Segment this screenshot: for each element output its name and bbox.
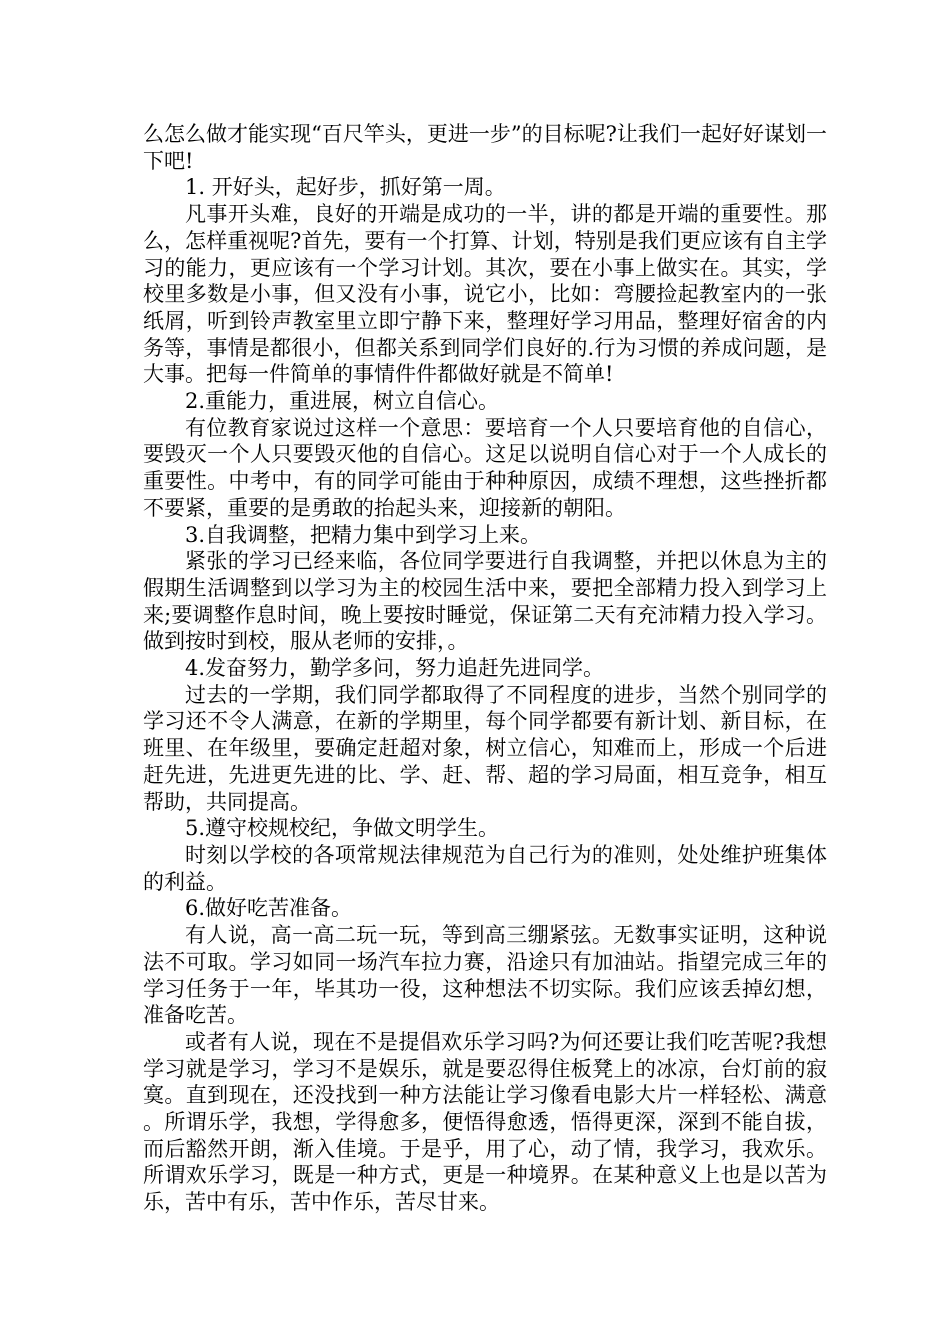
paragraph-intro: 么怎么做才能实现“百尺竿头，更进一步”的目标呢?让我们一起好好谋划一下吧! — [143, 122, 827, 173]
heading-6: 6.做好吃苦准备。 — [185, 896, 353, 921]
paragraph-6a: 有人说，高一高二玩一玩，等到高三绷紧弦。无数事实证明，这种说法不可取。学习如同一场汽车拉力赛，沿途只有加油站。指望完成三年的学习任务于一年，毕其功一役，这种想法不切实际。我们应该丢掉幻想，准备吃苦。 — [143, 923, 827, 1028]
heading-4: 4.发奋努力，勤学多问，努力追赶先进同学。 — [185, 656, 605, 681]
paragraph-3: 紧张的学习已经来临，各位同学要进行自我调整，并把以休息为主的假期生活调整到以学习为主的校园生活中来，要把全部精力投入到学习上来;要调整作息时间，晚上要按时睡觉，保证第二天有充沛精力投入学习。做到按时到校，服从老师的安排，。 — [143, 549, 827, 654]
paragraph-6b: 或者有人说，现在不是提倡欢乐学习吗?为何还要让我们吃苦呢?我想学习就是学习，学习不是娱乐，就是要忍得住板凳上的冰凉，台灯前的寂寞。直到现在，还没找到一种方法能让学习像看电影大片一样轻松、满意。所谓乐学，我想，学得愈多，便悟得愈透，悟得更深，深到不能自拔，而后豁然开朗，渐入佳境。于是乎，用了心，动了情，我学习，我欢乐。所谓欢乐学习，既是一种方式，更是一种境界。在某种意义上也是以苦为乐，苦中有乐，苦中作乐，苦尽甘来。 — [143, 1029, 827, 1215]
paragraph-4: 过去的一学期，我们同学都取得了不同程度的进步，当然个别同学的学习还不令人满意，在新的学期里，每个同学都要有新计划、新目标，在班里、在年级里，要确定赶超对象，树立信心，知难而上，形成一个后进赶先进，先进更先进的比、学、赶、帮、超的学习局面，相互竞争，相互帮助，共同提高。 — [143, 682, 827, 814]
heading-1: 1. 开好头，起好步，抓好第一周。 — [185, 175, 506, 200]
heading-2: 2.重能力，重进展，树立自信心。 — [185, 389, 500, 414]
paragraph-1: 凡事开头难，良好的开端是成功的一半，讲的都是开端的重要性。那么，怎样重视呢?首先，要有一个打算、计划，特别是我们更应该有自主学习的能力，更应该有一个学习计划。其次，要在小事上做实在。其实，学校里多数是小事，但又没有小事，说它小，比如：弯腰捡起教室内的一张纸屑，听到铃声教室里立即宁静下来，整理好学习用品，整理好宿舍的内务等，事情是都很小，但都关系到同学们良好的.行为习惯的养成问题，是大事。把每一件简单的事情件件都做好就是不简单! — [143, 202, 827, 387]
paragraph-5: 时刻以学校的各项常规法律规范为自己行为的准则，处处维护班集体的利益。 — [143, 842, 827, 894]
heading-5: 5.遵守校规校纪，争做文明学生。 — [185, 816, 500, 841]
document-body — [143, 121, 827, 1216]
heading-3: 3.自我调整，把精力集中到学习上来。 — [185, 522, 542, 547]
paragraph-2: 有位教育家说过这样一个意思：要培育一个人只要培育他的自信心，要毁灭一个人只要毁灭他的自信心。这足以说明自信心对于一个人成长的重要性。中考中，有的同学可能由于种种原因，成绩不理想，这些挫折都不要紧，重要的是勇敢的抬起头来，迎接新的朝阳。 — [143, 415, 827, 520]
